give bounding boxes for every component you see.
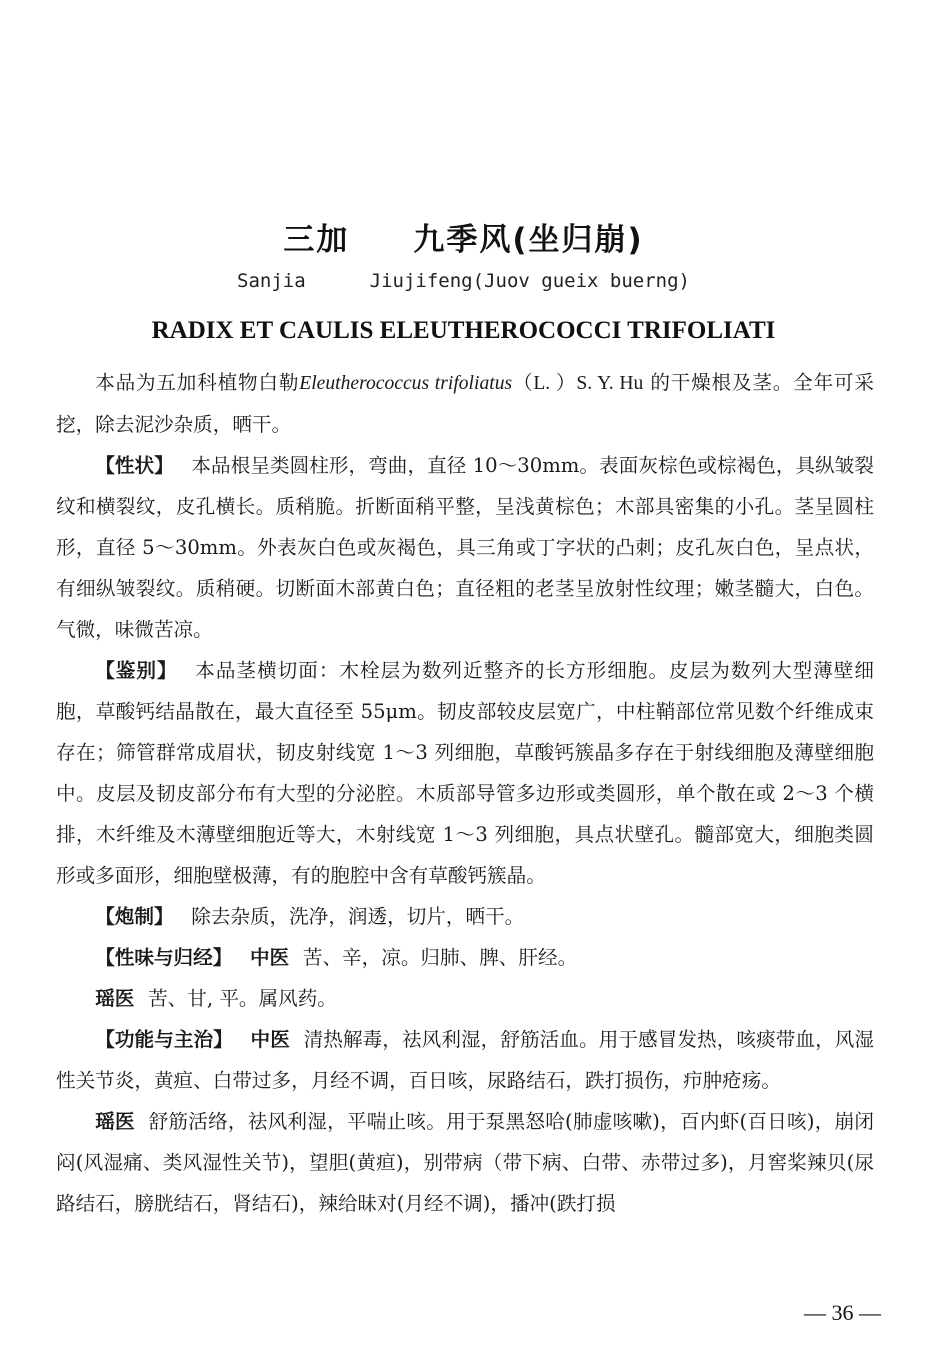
species-name: Eleutherococcus trifoliatus (299, 373, 513, 394)
section-label-gongneng: 【功能与主治】 (95, 1028, 233, 1051)
page-number: — 36 — (804, 1300, 881, 1325)
section-label-paozhi: 【炮制】 (95, 905, 174, 928)
title-chinese (0, 214, 927, 259)
xingwei-yaoyi-text: 苦、甘, 平。属风药。 (148, 987, 337, 1010)
section-text-xingzhuang: 本品根呈类圆柱形，弯曲，直径 10～30mm。表面灰棕色或棕褐色，具纵皱裂纹和横裂纹，皮孔横长。质稍脆。折断面稍平整，呈浅黄棕色；木部具密集的小孔。茎呈圆柱形，直径 5～30mm。外表灰白色或灰褐色，具三角或丁字状的凸刺；皮孔灰白色，呈点状，有细纵皱裂纹。质稍硬。切断面木部黄白色；直径粗的老茎呈放射性纹理；嫩茎髓大，白色。气微，味微苦凉。 (56, 454, 874, 641)
sub-label-gongneng-zhongyi: 中医 (250, 1028, 290, 1051)
title-name-2: 九季风(坐归崩) (413, 222, 644, 258)
section-text-paozhi: 除去杂质，洗净，润透，切片，晒干。 (191, 905, 525, 928)
section-label-xingwei: 【性味与归经】 (95, 946, 233, 969)
gongneng-zhongyi-text: 清热解毒，祛风利湿，舒筋活血。用于感冒发热，咳痰带血，风湿性关节炎，黄疸、白带过多，月经不调，百日咳，尿路结石，跌打损伤，疖肿疮疡。 (56, 1028, 875, 1092)
title-latin: RADIX ET CAULIS ELEUTHEROCOCCI TRIFOLIATI (151, 317, 776, 344)
monograph-body (56, 362, 874, 1224)
section-xingzhuang (56, 445, 874, 650)
sub-label-zhongyi: 中医 (249, 946, 290, 969)
section-xingwei-yaoyi (56, 978, 874, 1019)
section-text-jianbie: 本品茎横切面：木栓层为数列近整齐的长方形细胞。皮层为数列大型薄壁细胞，草酸钙结晶散在，最大直径至 55μm。韧皮部较皮层宽广，中柱鞘部位常见数个纤维成束存在；筛管群常成眉状，韧皮射线宽 1～3 列细胞，草酸钙簇晶多存在于射线细胞及薄壁细胞中。皮层及韧皮部分布有大型的分泌腔。木质部导管多边形或类圆形，单个散在或 2～3 个横排，木纤维及木薄壁细胞近等大，木射线宽 1～3 列细胞，具点状壁孔。髓部宽大，细胞类圆形或多面形，细胞壁极薄，有的胞腔中含有草酸钙簇晶。 (56, 659, 875, 887)
sub-label-yaoyi: 瑶医 (95, 987, 135, 1010)
title-name-1: 三加 (283, 222, 350, 258)
pinyin-name-2: Jiujifeng(Juov gueix buerng) (369, 270, 690, 292)
section-jianbie (56, 650, 874, 896)
section-xingwei-zhongyi (56, 937, 874, 978)
section-label-xingzhuang: 【性状】 (95, 454, 174, 477)
section-paozhi (56, 896, 874, 937)
sub-label-gongneng-yaoyi: 瑶医 (95, 1110, 135, 1133)
intro-pre-text: 本品为五加科植物白勒 (95, 371, 300, 394)
title-pinyin (0, 270, 927, 292)
xingwei-zhongyi-text: 苦、辛，凉。归肺、脾、肝经。 (302, 946, 578, 969)
section-label-jianbie: 【鉴别】 (95, 659, 178, 682)
intro-paragraph (56, 362, 874, 445)
species-author: （L. ）S. Y. Hu (512, 373, 644, 394)
intro-post-text: 的干燥根及茎。全年可采挖，除去泥沙杂质，晒干。 (56, 371, 874, 436)
section-gongneng-zhongyi (56, 1019, 874, 1101)
pinyin-name-1: Sanjia (237, 270, 306, 292)
gongneng-yaoyi-text: 舒筋活络，祛风利湿，平喘止咳。用于泵黑怒哈(肺虚咳嗽)，百内虾(百日咳)，崩闭闷(风湿痛、类风湿性关节)，望胆(黄疸)，别带病（带下病、白带、赤带过多)，月窖桨辣贝(尿路结石，膀胱结石，肾结石)，辣给昧对(月经不调)，播冲(跌打损 (56, 1110, 875, 1215)
section-gongneng-yaoyi (56, 1101, 874, 1224)
